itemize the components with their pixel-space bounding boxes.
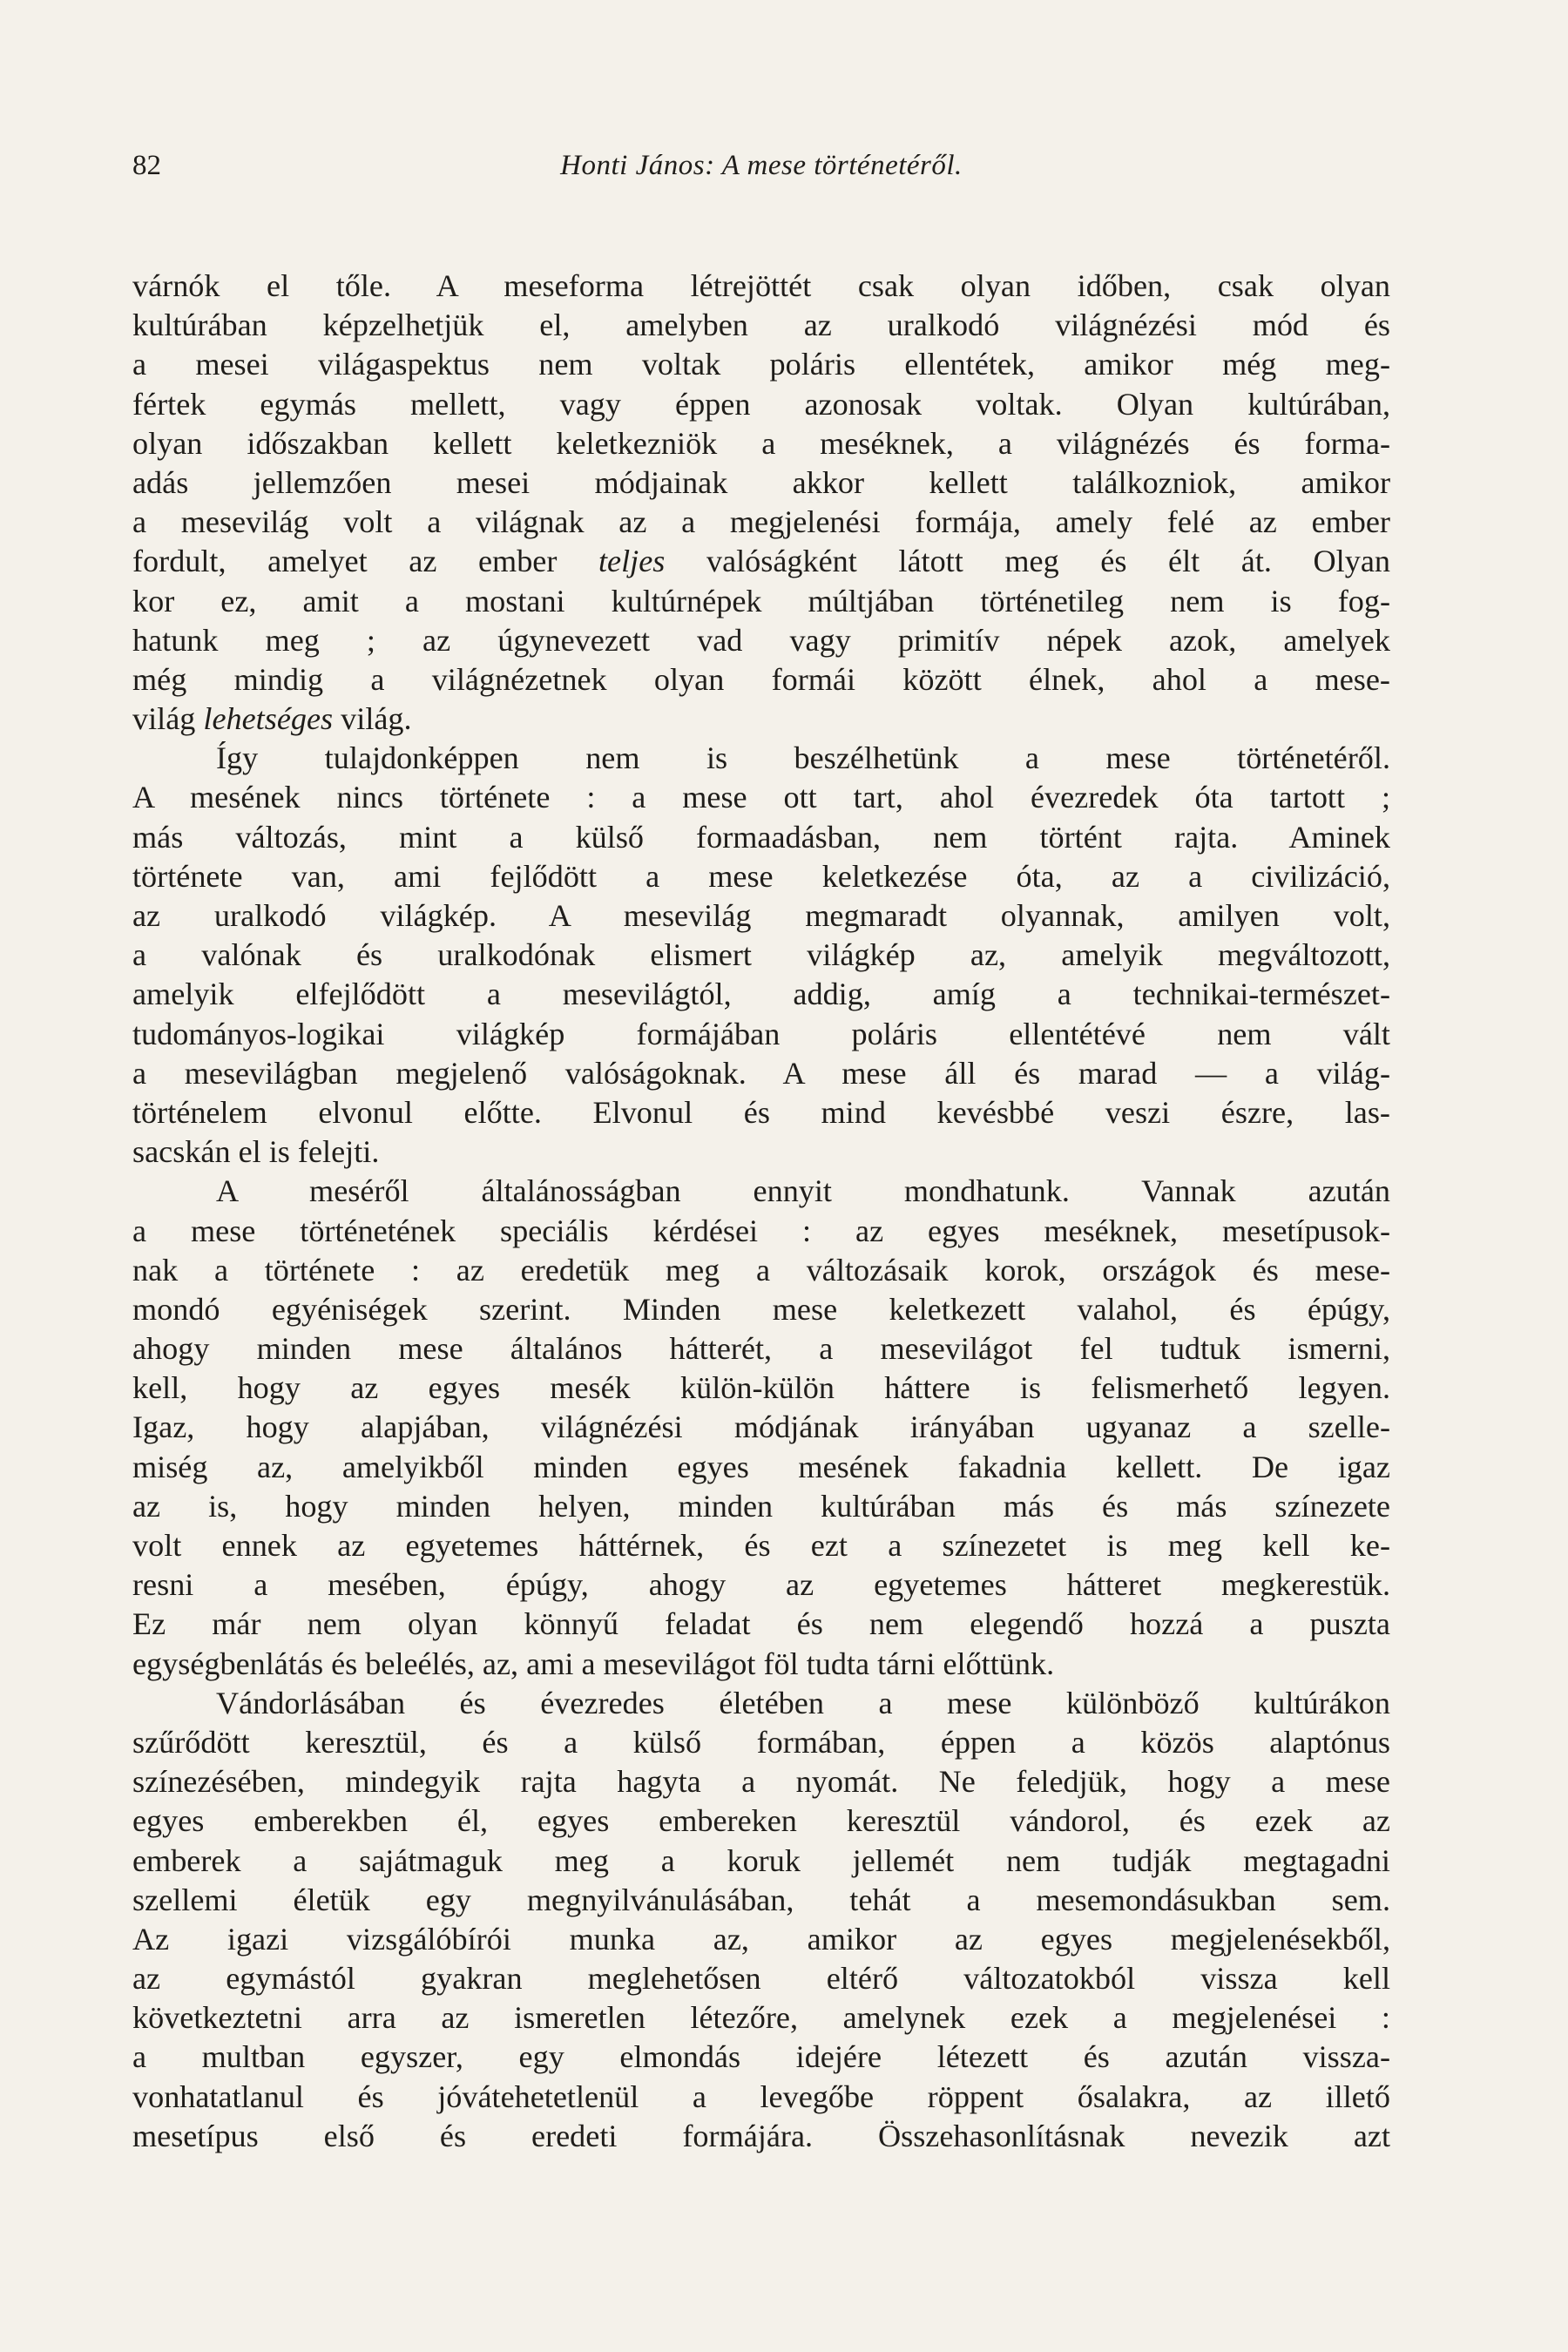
text-line: kultúrában képzelhetjük el, amelyben az uralkodó világnézési mód és [132,308,1390,343]
text-line: szűrődött keresztül, és a külső formában, éppen a közös alaptónus [132,1724,1390,1760]
running-title: Honti János: A mese történetéről. [560,150,963,181]
text-line: az is, hogy minden helyen, minden kultúrában más és más színezete [132,1488,1390,1524]
text-line: szellemi életük egy megnyilvánulásában, tehát a mesemondásukban sem. [132,1882,1390,1917]
text-line: mesetípus első és eredeti formájára. Összehasonlításnak nevezik azt [132,2118,1390,2153]
text-line: az egymástól gyakran meglehetősen eltérő változatokból vissza kell [132,1961,1390,1997]
text-line: a mesei világaspektus nem voltak poláris ellentétek, amikor még meg- [132,347,1390,382]
text-line: kor ez, amit a mostani kultúrnépek múltjában történetileg nem is fog- [132,583,1390,618]
text-line: a mese történetének speciális kérdései : az egyes meséknek, mesetípusok- [132,1213,1390,1248]
text-line: története van, ami fejlődött a mese keletkezése óta, az a civilizáció, [132,858,1390,894]
text-line: egységbenlátás és beleélés, az, ami a mesevilágot föl tudta tárni előttünk. [132,1646,1055,1681]
text-line: hatunk meg ; az úgynevezett vad vagy primitív népek azok, amelyek [132,622,1390,658]
text-line: A meséről általánosságban ennyit mondhatunk. Vannak azután [216,1173,1390,1209]
page-number: 82 [132,150,161,181]
text-line: történelem elvonul előtte. Elvonul és mind kevésbbé veszi észre, las- [132,1094,1390,1130]
text-line: Ez már nem olyan könnyű feladat és nem elegendő hozzá a puszta [132,1606,1390,1642]
running-head [132,150,1390,192]
text-fragment: fordult, amelyet az ember [132,544,598,579]
text-line: még mindig a világnézetnek olyan formái között élnek, ahol a mese- [132,661,1390,697]
text-line: kell, hogy az egyes mesék külön-külön háttere is felismerhető legyen. [132,1370,1390,1406]
text-line: a mesevilágban megjelenő valóságoknak. A mese áll és marad — a világ- [132,1055,1390,1091]
text-line: vonhatatlanul és jóvátehetetlenül a levegőbe röppent ősalakra, az illető [132,2078,1390,2114]
text-line: A mesének nincs története : a mese ott tart, ahol évezredek óta tartott ; [132,780,1390,815]
text-fragment: világ. [333,701,412,737]
text-line: mondó egyéniségek szerint. Minden mese keletkezett valahol, és épúgy, [132,1291,1390,1327]
text-line: más változás, mint a külső formaadásban, nem történt rajta. Aminek [132,819,1390,855]
text-fragment: világ [132,701,204,737]
text-line: színezésében, mindegyik rajta hagyta a nyomát. Ne feledjük, hogy a mese [132,1764,1390,1800]
text-line: az uralkodó világkép. A mesevilág megmaradt olyannak, amilyen volt, [132,898,1390,933]
text-line: Igaz, hogy alapjában, világnézési módjának irányában ugyanaz a szelle- [132,1409,1390,1445]
text-line: fértek egymás mellett, vagy éppen azonosak voltak. Olyan kultúrában, [132,386,1390,422]
text-line: a valónak és uralkodónak elismert világkép az, amelyik megváltozott, [132,937,1390,973]
text-line: egyes emberekben él, egyes embereken keresztül vándorol, és ezek az [132,1803,1390,1839]
text-line: amelyik elfejlődött a mesevilágtól, addig, amíg a technikai-természet- [132,977,1390,1012]
text-line: Így tulajdonképpen nem is beszélhetünk a mese történetéről. [216,740,1390,776]
text-line: a mesevilág volt a világnak az a megjelenési formája, amely felé az ember [132,504,1390,540]
text-line: volt ennek az egyetemes háttérnek, és ezt a színezetet is meg kell ke- [132,1528,1390,1563]
text-line: Vándorlásában és évezredes életében a mese különböző kultúrákon [216,1685,1390,1720]
body-text [132,267,1390,2156]
text-line: következtetni arra az ismeretlen létezőre, amelynek ezek a megjelenései : [132,2000,1390,2036]
emphasized-word: lehetséges [203,701,334,737]
text-line: várnók el tőle. A meseforma létrejöttét csak olyan időben, csak olyan [132,268,1390,303]
text-line: Az igazi vizsgálóbírói munka az, amikor az egyes megjelenésekből, [132,1921,1390,1957]
text-line: a multban egyszer, egy elmondás idejére létezett és azután vissza- [132,2039,1390,2075]
text-line: sacskán el is felejti. [132,1134,380,1170]
text-line [132,542,1390,581]
text-line [132,700,1390,739]
text-line: adás jellemzően mesei módjainak akkor kellett találkozniok, amikor [132,464,1390,500]
text-line: miség az, amelyikből minden egyes mesének fakadnia kellett. De igaz [132,1449,1390,1484]
text-fragment: valóságként látott meg és élt át. Olyan [665,544,1390,579]
text-line: ahogy minden mese általános hátterét, a mesevilágot fel tudtuk ismerni, [132,1331,1390,1367]
text-line: nak a története : az eredetük meg a változásaik korok, országok és mese- [132,1252,1390,1288]
emphasized-word: teljes [598,544,666,579]
text-line: emberek a sajátmaguk meg a koruk jellemét nem tudják megtagadni [132,1842,1390,1878]
text-line: resni a mesében, épúgy, ahogy az egyetemes hátteret megkerestük. [132,1567,1390,1603]
text-line: olyan időszakban kellett keletkezniök a meséknek, a világnézés és forma- [132,425,1390,461]
text-line: tudományos-logikai világkép formájában poláris ellentétévé nem vált [132,1016,1390,1051]
